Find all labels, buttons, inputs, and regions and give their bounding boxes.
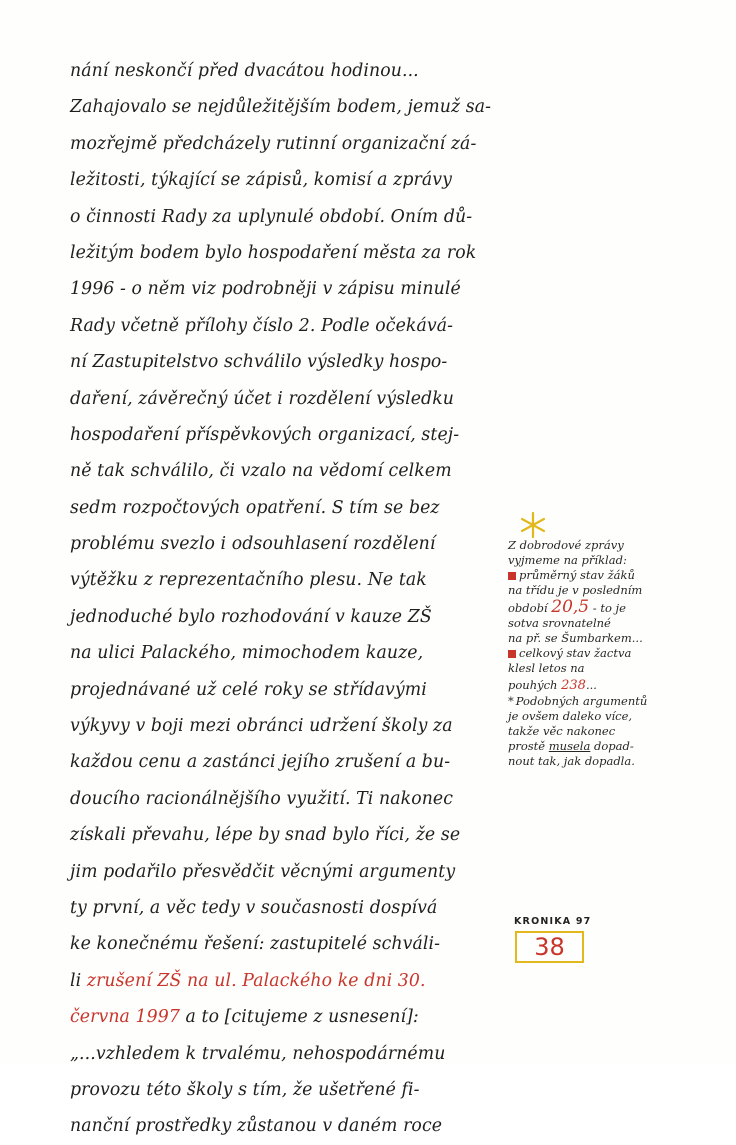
side-note-item: na třídu je v posledním	[508, 583, 643, 597]
side-note-item	[508, 568, 733, 583]
highlighted-text: června 1997	[70, 1007, 180, 1028]
text-line: mozřejmě předcházely rutinní organizační zá-	[70, 133, 477, 154]
text-line: sedm rozpočtových opatření. S tím se bez	[70, 497, 440, 518]
side-note-item: je ovšem daleko více,	[508, 709, 633, 723]
side-note-text: průměrný stav žáků	[519, 568, 635, 582]
text-segment: li	[70, 970, 87, 991]
side-note-text: ...	[585, 678, 597, 692]
text-line: na ulici Palackého, mimochodem kauze,	[70, 643, 424, 664]
side-note-item	[508, 646, 733, 661]
side-note-text: období	[508, 601, 552, 615]
page-number: 38	[515, 931, 584, 963]
side-note-intro: Z dobrodové zprávy	[508, 538, 624, 552]
text-line: každou cenu a zastánci jejího zrušení a bu-	[70, 752, 451, 773]
text-line: výkyvy v boji mezi obránci udržení školy za	[70, 716, 453, 737]
text-line: hospodaření příspěvkových organizací, stej-	[70, 424, 460, 445]
side-note-text: celkový stav žactva	[519, 646, 632, 660]
side-note-text: - to je	[589, 601, 626, 615]
total-pupils-value: 238	[561, 678, 586, 693]
text-line: projednávané už celé roky se střídavými	[70, 679, 427, 700]
text-segment: a to [citujeme z usnesení]:	[179, 1007, 419, 1028]
text-line: doucího racionálnějšího využití. Ti nakonec	[70, 788, 454, 809]
text-line: ležitým bodem bylo hospodaření města za rok	[70, 242, 477, 263]
side-note-text: Podobných argumentů	[515, 694, 648, 708]
text-line: 1996 - o něm viz podrobněji v zápisu minulé	[70, 279, 461, 300]
text-line	[70, 999, 505, 1035]
text-line: provozu této školy s tím, že ušetřené fi-	[70, 1079, 420, 1100]
text-line: o činnosti Rady za uplynulé období. Oním dů-	[70, 206, 473, 227]
average-pupils-value: 20,5	[551, 597, 590, 617]
side-note-text: dopad-	[590, 739, 634, 753]
text-line: ty první, a věc tedy v současnosti dospívá	[70, 897, 438, 918]
star-icon	[518, 510, 548, 540]
text-line: daření, závěrečný účet i rozdělení výsledku	[70, 388, 455, 409]
text-line: získali převahu, lépe by snad bylo říci, že se	[70, 825, 461, 846]
text-line: problému svezlo i odsouhlasení rozdělení	[70, 534, 436, 555]
text-line: ně tak schválilo, či vzalo na vědomí celkem	[70, 461, 452, 482]
text-line: ní Zastupitelstvo schválilo výsledky hospo-	[70, 352, 448, 373]
red-square-bullet-icon	[508, 650, 516, 658]
chronicle-main-text	[70, 53, 505, 1145]
side-note-item	[508, 676, 733, 694]
text-line: nání neskončí před dvacátou hodinou...	[70, 61, 419, 81]
text-line: jednoduché bylo rozhodování v kauze ZŠ	[70, 606, 432, 627]
side-note-item	[508, 598, 733, 616]
side-note-item: klesl letos na	[508, 661, 585, 675]
chronicle-label: KRONIKA 97	[514, 916, 592, 927]
side-note	[508, 538, 733, 769]
side-note-item: na př. se Šumbarkem...	[508, 631, 643, 645]
asterisk-icon: *	[508, 694, 514, 708]
side-note-item: takže věc nakonec	[508, 724, 616, 738]
side-note-text: prostě	[508, 739, 549, 753]
red-square-bullet-icon	[508, 572, 516, 580]
side-note-item	[508, 694, 733, 709]
highlighted-text: zrušení ZŠ na ul. Palackého ke dni 30.	[86, 970, 426, 991]
side-note-text: pouhých	[508, 678, 562, 692]
side-note-intro: vyjmeme na příklad:	[508, 553, 627, 567]
text-line: „...vzhledem k trvalému, nehospodárnému	[70, 1043, 446, 1064]
text-line: nanční prostředky zůstanou v daném roce	[70, 1116, 443, 1137]
side-note-item: nout tak, jak dopadla.	[508, 754, 635, 768]
text-line: ke konečnému řešení: zastupitelé schváli-	[70, 934, 441, 955]
side-note-item: sotva srovnatelné	[508, 616, 611, 630]
text-line: Rady včetně přílohy číslo 2. Podle očekává-	[70, 315, 454, 336]
underlined-word: musela	[548, 739, 591, 753]
side-note-item	[508, 739, 733, 754]
text-line	[70, 963, 505, 999]
text-line: jim podařilo přesvědčit věcnými argumenty	[70, 861, 456, 882]
text-line: Zahajovalo se nejdůležitějším bodem, jemuž sa-	[70, 97, 492, 118]
text-line: ležitosti, týkající se zápisů, komisí a zprávy	[70, 170, 453, 191]
text-line: výtěžku z reprezentačního plesu. Ne tak	[70, 570, 427, 591]
